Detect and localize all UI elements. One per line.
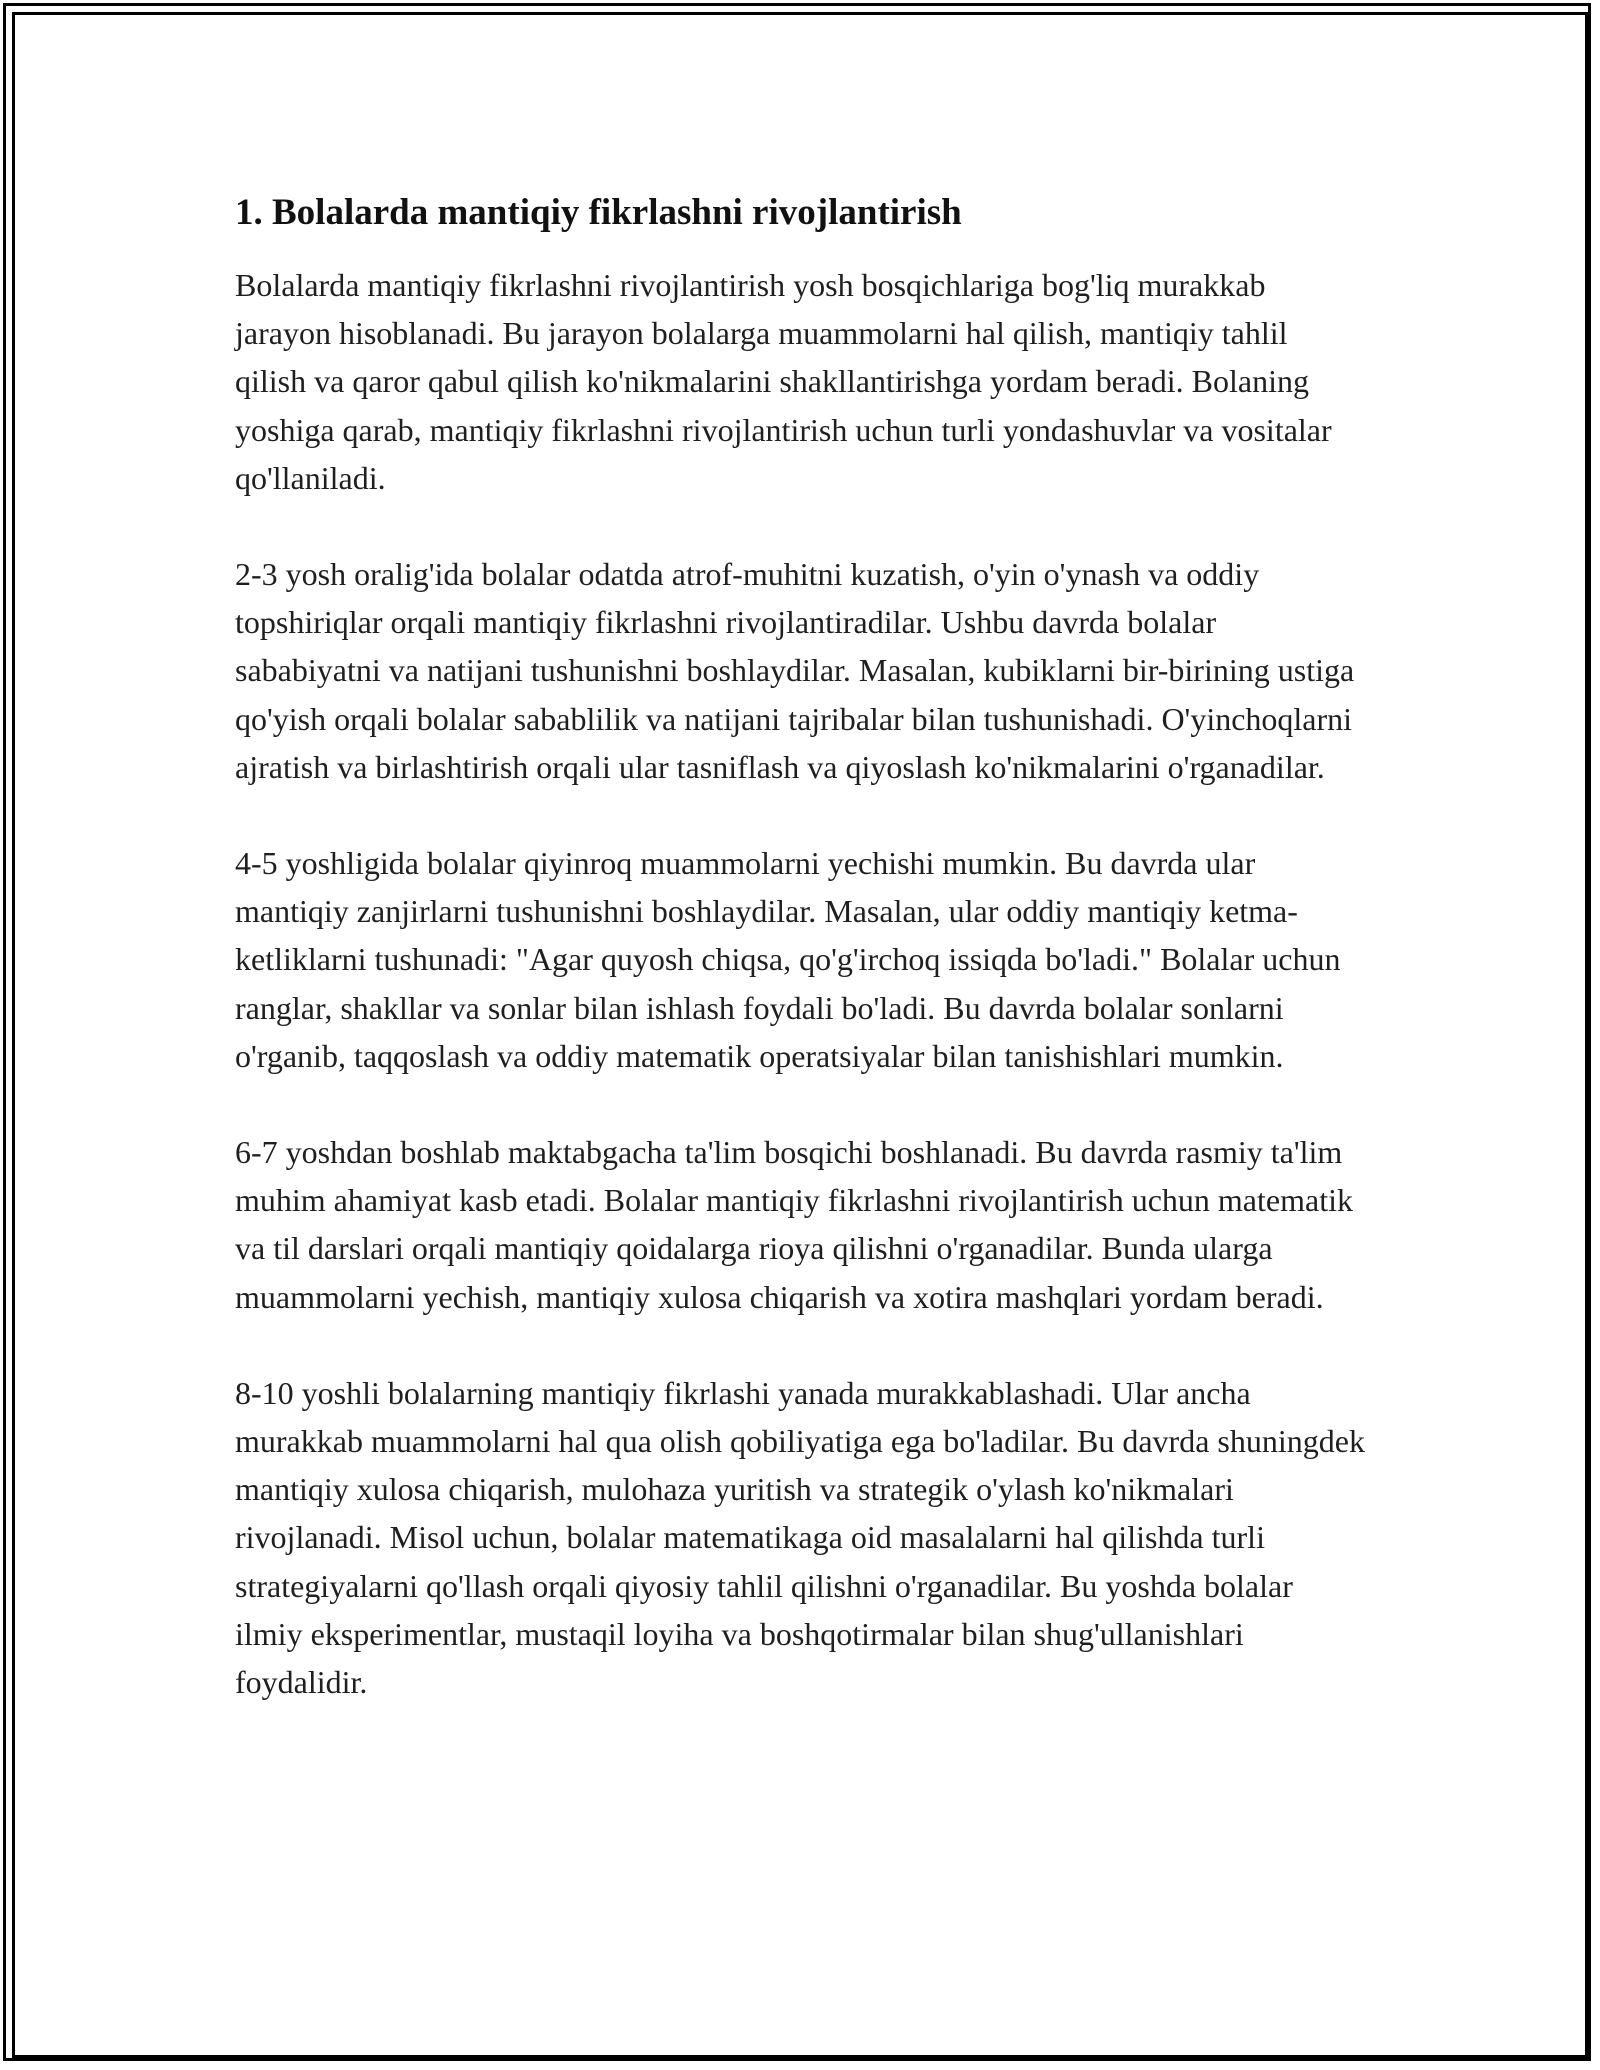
paragraph-intro: Bolalarda mantiqiy fikrlashni rivojlantirish yosh bosqichlariga bog'liq murakkab jarayon hisoblanadi. Bu jarayon bolalarga muammolarni hal qilish, mantiqiy tahlil qilish va qaror qabul qilish ko'nikmalarini shakllantirishga yordam beradi. Bolaning yoshiga qarab, mantiqiy fikrlashni rivojlantirish uchun turli yondashuvlar va vositalar qo'llaniladi. xyxy=(235,267,1332,496)
paragraph-age-4-5: 4-5 yoshligida bolalar qiyinroq muammolarni yechishi mumkin. Bu davrda ular mantiqiy zanjirlarni tushunishni boshlaydilar. Masalan, ular oddiy mantiqiy ketma-ketliklarni tushunadi: "Agar quyosh chiqsa, qo'g'irchoq issiqda bo'ladi." Bolalar uchun ranglar, shakllar va sonlar bilan ishlash foydali bo'ladi. Bu davrda bolalar sonlarni o'rganib, taqqoslash va oddiy matematik operatsiyalar bilan tanishishlari mumkin. xyxy=(235,845,1341,1074)
paragraph-age-8-10: 8-10 yoshli bolalarning mantiqiy fikrlashi yanada murakkablashadi. Ular ancha murakkab muammolarni hal qua olish qobiliyatiga ega bo'ladilar. Bu davrda shuningdek mantiqiy xulosa chiqarish, mulohaza yuritish va strategik o'ylash ko'nikmalari rivojlanadi. Misol uchun, bolalar matematikaga oid masalalarni hal qilishda turli strategiyalarni qo'llash orqali qiyosiy tahlil qilishni o'rganadilar. Bu yoshda bolalar ilmiy eksperimentlar, mustaqil loyiha va boshqotirmalar bilan shug'ullanishlari foydalidir. xyxy=(235,1374,1365,1701)
paragraph-age-2-3: 2-3 yosh oralig'ida bolalar odatda atrof-muhitni kuzatish, o'yin o'ynash va oddiy topshiriqlar orqali mantiqiy fikrlashni rivojlantiradilar. Ushbu davrda bolalar sababiyatni va natijani tushunishni boshlaydilar. Masalan, kubiklarni bir-birining ustiga qo'yish orqali bolalar sabablilik va natijani tajribalar bilan tushunishadi. O'yinchoqlarni ajratish va birlashtirish orqali ular tasniflash va qiyoslash ko'nikmalarini o'rganadilar. xyxy=(235,556,1355,785)
paragraph-age-6-7: 6-7 yoshdan boshlab maktabgacha ta'lim bosqichi boshlanadi. Bu davrda rasmiy ta'lim muhim ahamiyat kasb etadi. Bolalar mantiqiy fikrlashni rivojlantirish uchun matematik va til darslari orqali mantiqiy qoidalarga rioya qilishni o'rganadilar. Bunda ularga muammolarni yechish, mantiqiy xulosa chiqarish va xotira mashqlari yordam beradi. xyxy=(235,1134,1353,1315)
document-body xyxy=(235,185,1365,1754)
section-heading: 1. Bolalarda mantiqiy fikrlashni rivojlantirish xyxy=(235,192,962,233)
